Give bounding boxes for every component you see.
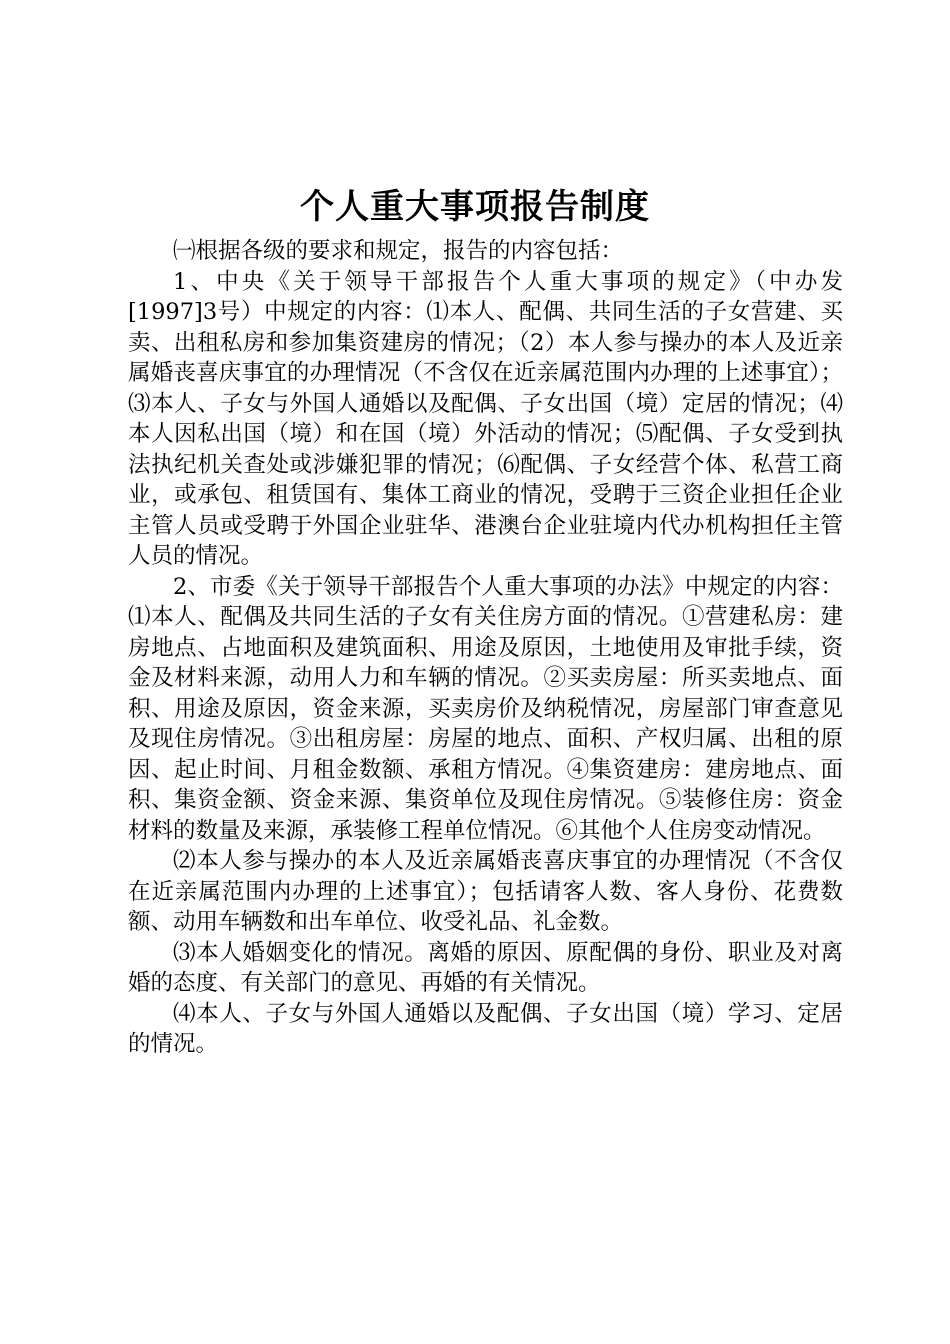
paragraph-weddings-funerals: ⑵本人参与操办的本人及近亲属婚丧喜庆事宜的办理情况（不含仅在近亲属范围内办理的上述事宜）；包括请客人数、客人身份、花费数额、动用车辆数和出车单位、收受礼品、礼金数。 [128,848,843,935]
paragraph-marriage-changes: ⑶本人婚姻变化的情况。离婚的原因、原配偶的身份、职业及对离婚的态度、有关部门的意见、再婚的有关情况。 [128,939,843,996]
paragraph-foreign-marriage: ⑷本人、子女与外国人通婚以及配偶、子女出国（境）学习、定居的情况。 [128,1000,843,1057]
document-body [128,236,843,1060]
paragraph-central-rules: 1、中央《关于领导干部报告个人重大事项的规定》（中办发[1997]3号）中规定的内容：⑴本人、配偶、共同生活的子女营建、买卖、出租私房和参加集资建房的情况；（2）本人参与操办的本人及近亲属婚丧喜庆事宜的办理情况（不含仅在近亲属范围内办理的上述事宜）；⑶本人、子女与外国人通婚以及配偶、子女出国（境）定居的情况；⑷本人因私出国（境）和在国（境）外活动的情况；⑸配偶、子女受到执法执纪机关查处或涉嫌犯罪的情况；⑹配偶、子女经营个体、私营工商业，或承包、租赁国有、集体工商业的情况，受聘于三资企业担任企业主管人员或受聘于外国企业驻华、港澳台企业驻境内代办机构担任主管人员的情况。 [128,268,843,569]
paragraph-intro: ㈠根据各级的要求和规定，报告的内容包括： [173,238,624,264]
document-title: 个人重大事项报告制度 [300,187,650,227]
paragraph-municipal-rules: 2、市委《关于领导干部报告个人重大事项的办法》中规定的内容：⑴本人、配偶及共同生活的子女有关住房方面的情况。①营建私房：建房地点、占地面积及建筑面积、用途及原因，土地使用及审批手续，资金及材料来源，动用人力和车辆的情况。②买卖房屋：所买卖地点、面积、用途及原因，资金来源，买卖房价及纳税情况，房屋部门审查意见及现住房情况。③出租房屋：房屋的地点、面积、产权归属、出租的原因、起止时间、月租金数额、承租方情况。④集资建房：建房地点、面积、集资金额、资金来源、集资单位及现住房情况。⑤装修住房：资金材料的数量及来源，承装修工程单位情况。⑥其他个人住房变动情况。 [128,573,843,844]
